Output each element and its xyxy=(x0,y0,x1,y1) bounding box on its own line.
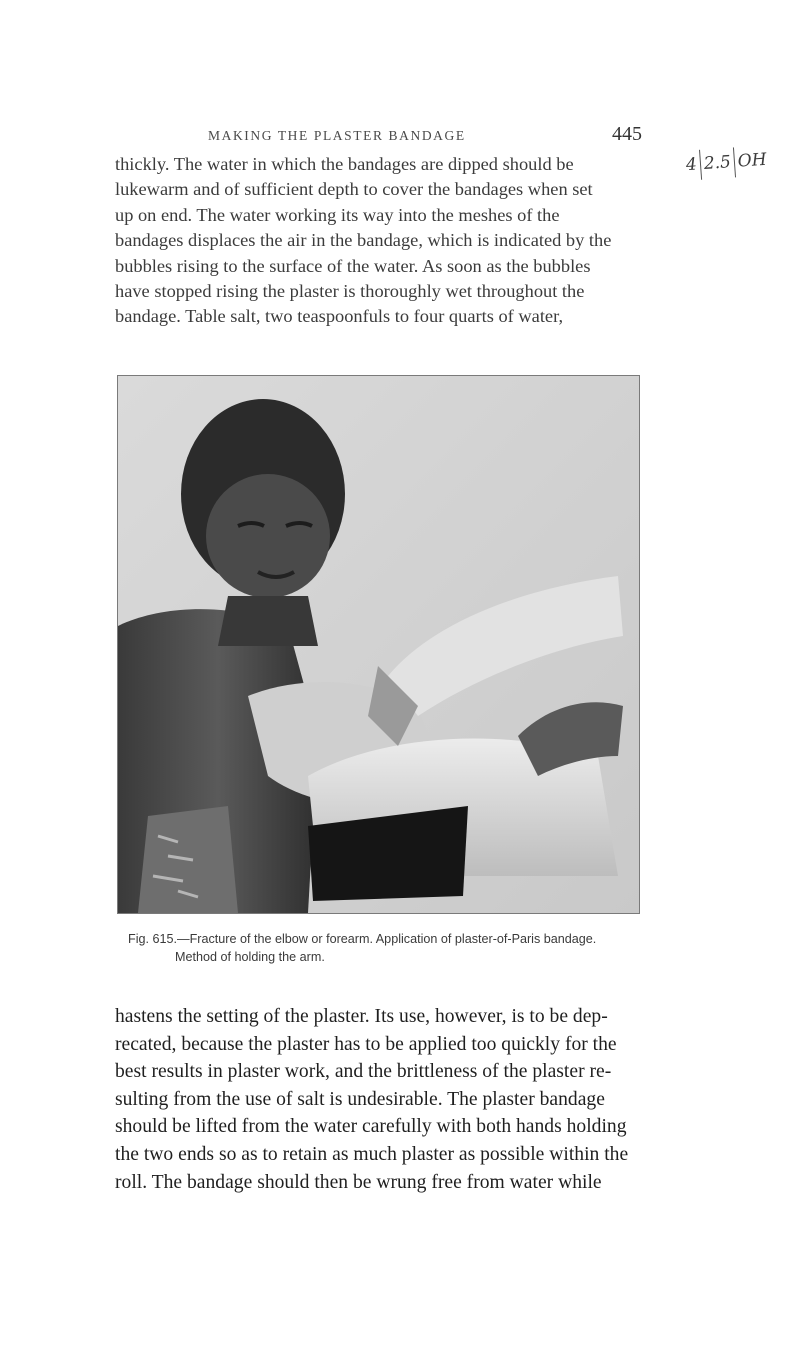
text-line: sulting from the use of salt is undesirable. The plaster bandage xyxy=(115,1088,605,1110)
text-line: lukewarm and of sufficient depth to cover the bandages when set xyxy=(115,179,593,200)
text-line: thickly. The water in which the bandages are dipped should be xyxy=(115,154,574,174)
text-line: recated, because the plaster has to be applied too quickly for the xyxy=(115,1033,617,1055)
text-line: roll. The bandage should then be wrung free from water while xyxy=(115,1171,602,1193)
text-line: have stopped rising the plaster is thoroughly wet throughout the xyxy=(115,281,585,302)
text-line: bandages displaces the air in the bandage, which is indicated by the xyxy=(115,230,612,251)
patient-face xyxy=(206,474,330,598)
text-line: up on end. The water working its way into the meshes of the xyxy=(115,204,560,225)
text-line: should be lifted from the water carefully with both hands holding xyxy=(115,1116,627,1138)
bottom-paragraph xyxy=(115,1003,687,1196)
figure-caption xyxy=(128,930,688,966)
caption-line: Method of holding the arm. xyxy=(175,950,325,964)
margin-note-right: OH xyxy=(737,149,768,172)
caption-line: Fig. 615.—Fracture of the elbow or forearm. Application of plaster-of-Paris bandage. xyxy=(128,932,597,946)
margin-note-rule xyxy=(699,150,702,180)
running-head xyxy=(0,123,800,152)
handwritten-margin-note xyxy=(685,145,768,181)
text-line: bandage. Table salt, two teaspoonfuls to four quarts of water, xyxy=(115,306,564,327)
text-line: the two ends so as to retain as much plaster as possible within the xyxy=(115,1143,629,1165)
margin-note-left: 4 xyxy=(685,154,698,176)
page-number: 445 xyxy=(612,123,642,145)
top-paragraph xyxy=(115,152,685,330)
text-line: hastens the setting of the plaster. Its use, however, is to be dep- xyxy=(115,1006,608,1027)
patient-neck xyxy=(218,596,318,646)
text-line: best results in plaster work, and the brittleness of the plaster re- xyxy=(115,1061,612,1083)
text-line: bubbles rising to the surface of the water. As soon as the bubbles xyxy=(115,255,591,276)
margin-note-rule xyxy=(733,147,736,177)
running-title: MAKING THE PLASTER BANDAGE xyxy=(208,128,466,143)
figure-photograph xyxy=(117,375,640,914)
margin-note-middle: 2.5 xyxy=(703,152,732,175)
photograph-illustration xyxy=(118,376,639,913)
